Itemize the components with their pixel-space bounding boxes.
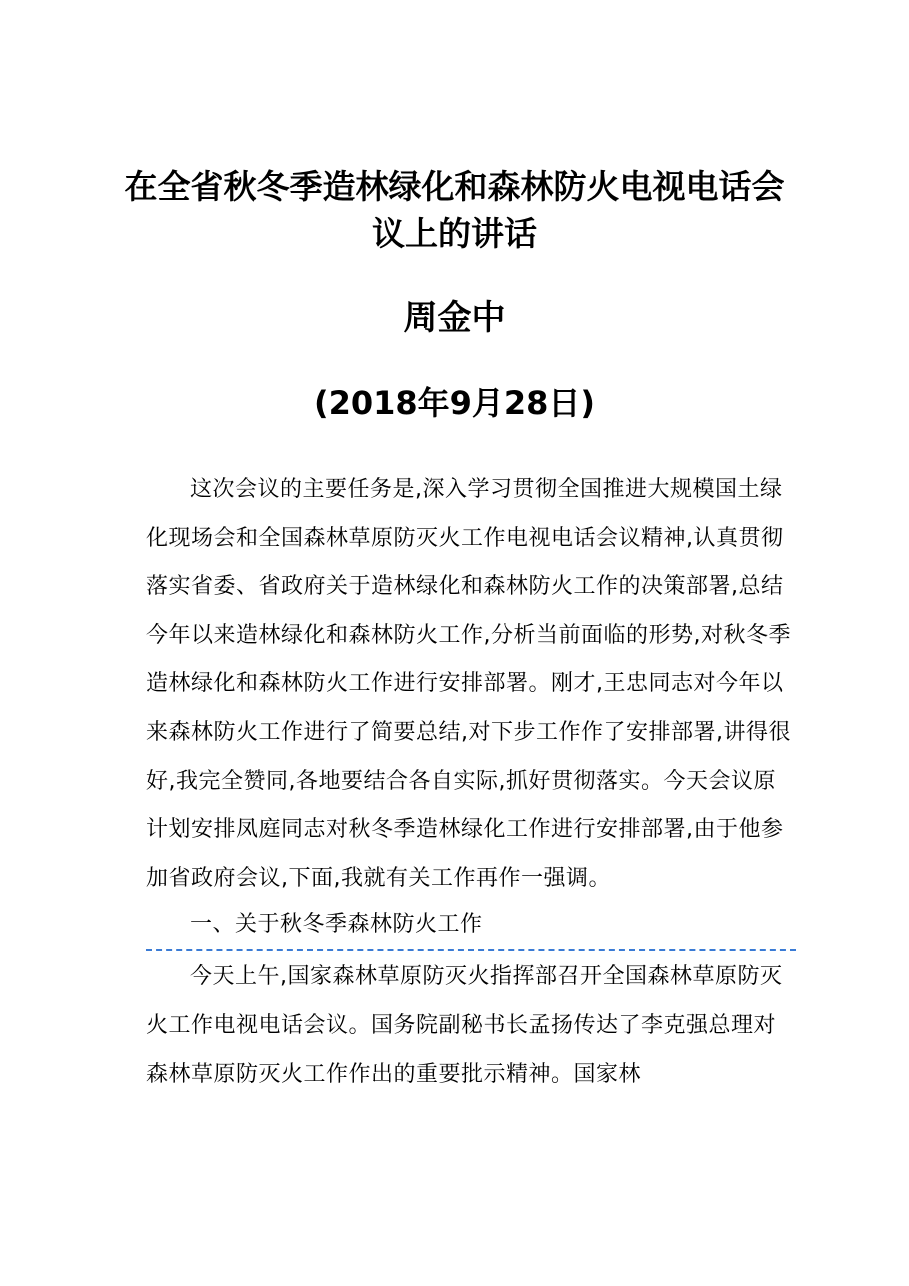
- title-line-2: 议上的讲话: [372, 214, 537, 253]
- body-paragraph-1: 这次会议的主要任务是,深入学习贯彻全国推进大规模国土绿化现场会和全国森林草原防灭火工作电视电话会议精神,认真贯彻落实省委、省政府关于造林绿化和森林防火工作的决策部署,总结今年以来造林绿化和森林防火工作,分析当前面临的形势,对秋冬季造林绿化和森林防火工作进行安排部署。刚才,王忠同志对今年以来森林防火工作进行了简要总结,对下步工作作了安排部署,讲得很好,我完全赞同,各地要结合各自实际,抓好贯彻落实。今天会议原计划安排凤庭同志对秋冬季造林绿化工作进行安排部署,由于他参加省政府会议,下面,我就有关工作再作一强调。: [146, 477, 791, 891]
- title-line-1: 在全省秋冬季造林绿化和森林防火电视电话会: [124, 167, 785, 206]
- author-name: 周金中: [403, 298, 506, 338]
- section-heading-1: 一、关于秋冬季森林防火工作: [146, 903, 796, 951]
- document-body: [146, 466, 796, 1099]
- body-paragraph-2: 今天上午,国家森林草原防灭火指挥部召开全国森林草原防灭火工作电视电话会议。国务院副秘书长孟扬传达了李克强总理对森林草原防灭火工作作出的重要批示精神。国家林: [146, 964, 783, 1087]
- speech-date: (2018年9月28日): [313, 384, 596, 422]
